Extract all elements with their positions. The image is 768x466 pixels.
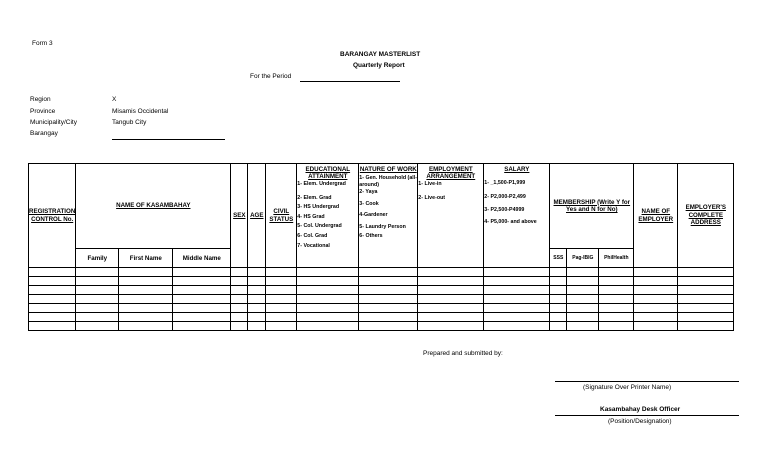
table-cell[interactable] [119, 268, 173, 277]
table-cell[interactable] [599, 295, 634, 304]
table-cell[interactable] [567, 277, 599, 286]
table-cell[interactable] [173, 304, 231, 313]
table-cell[interactable] [484, 322, 550, 331]
work-item: 1- Gen. Household (all-around) [359, 175, 417, 188]
barangay-label: Barangay [30, 130, 58, 137]
table-cell[interactable] [29, 313, 76, 322]
table-cell[interactable] [418, 295, 484, 304]
work-item: 5- Laundry Person [359, 223, 406, 230]
civil-status-header: CIVIL STATUS [266, 164, 297, 268]
table-cell[interactable] [119, 286, 173, 295]
table-cell[interactable] [173, 295, 231, 304]
table-cell[interactable] [567, 286, 599, 295]
table-cell[interactable] [76, 268, 119, 277]
membership-header: MEMBERSHIP (Write Y for Yes and N for No) [550, 164, 634, 249]
family-col-header: Family [76, 249, 119, 268]
table-cell[interactable] [634, 304, 678, 313]
table-cell[interactable] [297, 304, 359, 313]
table-cell[interactable] [418, 286, 484, 295]
table-cell[interactable] [231, 277, 248, 286]
employer-header: NAME OF EMPLOYER [634, 164, 678, 268]
document-title: BARANGAY MASTERLIST [340, 51, 421, 58]
table-cell[interactable] [231, 313, 248, 322]
salary-item: 2- P2,000-P2,499 [484, 193, 526, 200]
table-cell[interactable] [599, 286, 634, 295]
table-row [29, 313, 734, 322]
table-cell[interactable] [359, 304, 418, 313]
employment-item: 1- Live-in [418, 181, 442, 187]
table-cell[interactable] [484, 304, 550, 313]
table-cell[interactable] [119, 304, 173, 313]
masterlist-table [28, 163, 734, 331]
table-cell[interactable] [678, 286, 734, 295]
work-item: 2- Yaya [359, 189, 378, 195]
table-cell[interactable] [550, 313, 567, 322]
position-line [555, 415, 739, 416]
education-item: 1- Elem. Undergrad [297, 181, 346, 187]
table-cell[interactable] [29, 304, 76, 313]
education-item: 4- HS Grad [297, 213, 325, 220]
education-item: 5- Col. Undergrad [297, 223, 342, 230]
table-cell[interactable] [599, 268, 634, 277]
table-cell[interactable] [297, 286, 359, 295]
table-cell[interactable] [231, 295, 248, 304]
table-cell[interactable] [550, 295, 567, 304]
age-header: AGE [248, 164, 266, 268]
prepared-by-label: Prepared and submitted by: [423, 350, 503, 357]
table-cell[interactable] [173, 268, 231, 277]
table-cell[interactable] [678, 304, 734, 313]
table-cell[interactable] [29, 322, 76, 331]
signature-caption: (Signature Over Printer Name) [583, 384, 672, 391]
city-label: Municipality/City [30, 119, 77, 126]
table-cell[interactable] [29, 295, 76, 304]
registration-header: REGISTRATION CONTROL No. [29, 164, 76, 268]
table-cell[interactable] [550, 286, 567, 295]
table-cell[interactable] [359, 322, 418, 331]
salary-item: 4- P5,000- and above [484, 218, 537, 225]
table-cell[interactable] [678, 277, 734, 286]
region-value: X [112, 96, 117, 103]
form-number: Form 3 [32, 40, 53, 47]
employment-header: EMPLOYMENT ARRANGEMENT 1- Live-in 2- Live-out [418, 164, 484, 268]
period-blank-line[interactable] [300, 81, 400, 82]
table-cell[interactable] [266, 313, 297, 322]
table-cell[interactable] [418, 322, 484, 331]
table-row [29, 304, 734, 313]
table-cell[interactable] [599, 322, 634, 331]
table-cell[interactable] [119, 322, 173, 331]
table-cell[interactable] [484, 268, 550, 277]
table-cell[interactable] [567, 295, 599, 304]
table-cell[interactable] [76, 286, 119, 295]
salary-item: 3- P2,500-P4999 [484, 207, 525, 214]
salary-item: 1- _1,500-P1,999 [484, 180, 526, 186]
sss-col-header: SSS [550, 249, 567, 268]
table-cell[interactable] [29, 268, 76, 277]
table-cell[interactable] [231, 304, 248, 313]
barangay-blank-line[interactable] [112, 139, 225, 140]
table-row [29, 322, 734, 331]
table-cell[interactable] [76, 295, 119, 304]
table-cell[interactable] [173, 286, 231, 295]
table-cell[interactable] [484, 313, 550, 322]
table-cell[interactable] [29, 277, 76, 286]
table-cell[interactable] [418, 268, 484, 277]
table-cell[interactable] [484, 277, 550, 286]
table-cell[interactable] [678, 313, 734, 322]
table-cell[interactable] [266, 304, 297, 313]
table-cell[interactable] [634, 313, 678, 322]
table-cell[interactable] [359, 286, 418, 295]
table-cell[interactable] [297, 295, 359, 304]
table-cell[interactable] [418, 304, 484, 313]
philhealth-col-header: PhilHealth [599, 249, 634, 268]
table-cell[interactable] [550, 268, 567, 277]
table-cell[interactable] [119, 277, 173, 286]
table-cell[interactable] [634, 322, 678, 331]
table-cell[interactable] [599, 313, 634, 322]
table-cell[interactable] [297, 322, 359, 331]
city-value: Tangub City [112, 119, 147, 126]
table-cell[interactable] [119, 295, 173, 304]
table-cell[interactable] [567, 322, 599, 331]
document-subtitle: Quarterly Report [353, 62, 405, 69]
table-cell[interactable] [297, 277, 359, 286]
table-cell[interactable] [173, 322, 231, 331]
table-cell[interactable] [76, 313, 119, 322]
work-item: 6- Others [359, 233, 383, 240]
table-cell[interactable] [173, 277, 231, 286]
table-cell[interactable] [248, 304, 266, 313]
table-cell[interactable] [567, 268, 599, 277]
employment-item: 2- Live-out [418, 194, 446, 201]
table-cell[interactable] [678, 268, 734, 277]
table-cell[interactable] [418, 277, 484, 286]
address-header: EMPLOYER'S COMPLETE ADDRESS [678, 164, 734, 268]
education-item: 7- Vocational [297, 242, 330, 249]
table-cell[interactable] [484, 295, 550, 304]
table-cell[interactable] [634, 277, 678, 286]
table-cell[interactable] [231, 322, 248, 331]
table-cell[interactable] [678, 322, 734, 331]
table-cell[interactable] [484, 286, 550, 295]
table-cell[interactable] [248, 313, 266, 322]
signature-line[interactable] [555, 381, 739, 382]
table-cell[interactable] [231, 268, 248, 277]
table-cell[interactable] [248, 277, 266, 286]
table-cell[interactable] [634, 295, 678, 304]
education-header: EDUCATIONAL ATTAINMENT 1- Elem. Undergrad 2- Elem. Grad 3- HS Undergrad 4- HS Grad 5- Col. Undergrad 6- Col. Grad 7- Vocational [297, 164, 359, 268]
table-cell[interactable] [550, 322, 567, 331]
table-cell[interactable] [248, 295, 266, 304]
table-cell[interactable] [359, 277, 418, 286]
name-header: NAME OF KASAMBAHAY [76, 164, 231, 249]
province-label: Province [30, 108, 56, 115]
education-item: 3- HS Undergrad [297, 204, 340, 211]
table-cell[interactable] [119, 313, 173, 322]
table-cell[interactable] [76, 304, 119, 313]
table-cell[interactable] [266, 295, 297, 304]
table-cell[interactable] [550, 277, 567, 286]
province-value: Misamis Occidental [112, 108, 169, 115]
pagibig-col-header: Pag-IBIG [567, 249, 599, 268]
table-cell[interactable] [678, 295, 734, 304]
table-cell[interactable] [248, 322, 266, 331]
officer-title: Kasambahay Desk Officer [600, 406, 681, 413]
table-cell[interactable] [634, 286, 678, 295]
table-cell[interactable] [231, 286, 248, 295]
work-item: 3- Cook [359, 200, 379, 207]
table-cell[interactable] [266, 286, 297, 295]
table-cell[interactable] [266, 277, 297, 286]
table-row [29, 295, 734, 304]
table-cell[interactable] [248, 286, 266, 295]
table-cell[interactable] [76, 322, 119, 331]
table-cell[interactable] [418, 313, 484, 322]
table-cell[interactable] [297, 313, 359, 322]
salary-header: SALARY 1- _1,500-P1,999 2- P2,000-P2,499 3- P2,500-P4999 4- P5,000- and above [484, 164, 550, 268]
table-row [29, 286, 734, 295]
position-caption: (Position/Designation) [608, 418, 672, 425]
education-item: 2- Elem. Grad [297, 194, 332, 201]
education-item: 6- Col. Grad [297, 232, 328, 239]
work-item: 4-Gardener [359, 212, 388, 219]
sex-header: SEX [231, 164, 248, 268]
table-cell[interactable] [266, 322, 297, 331]
table-cell[interactable] [359, 313, 418, 322]
middle-name-col-header: Middle Name [173, 249, 231, 268]
table-cell[interactable] [359, 268, 418, 277]
work-header: NATURE OF WORK 1- Gen. Household (all-around) 2- Yaya 3- Cook 4-Gardener 5- Laundry Person 6- Others [359, 164, 418, 268]
table-cell[interactable] [359, 295, 418, 304]
table-cell[interactable] [567, 304, 599, 313]
table-cell[interactable] [599, 277, 634, 286]
period-label: For the Period [250, 73, 292, 80]
table-row [29, 268, 734, 277]
table-cell[interactable] [599, 304, 634, 313]
table-row [29, 277, 734, 286]
table-cell[interactable] [297, 268, 359, 277]
table-cell[interactable] [550, 304, 567, 313]
first-name-col-header: First Name [119, 249, 173, 268]
table-cell[interactable] [248, 268, 266, 277]
table-cell[interactable] [634, 268, 678, 277]
table-cell[interactable] [567, 313, 599, 322]
table-cell[interactable] [29, 286, 76, 295]
table-cell[interactable] [266, 268, 297, 277]
table-cell[interactable] [76, 277, 119, 286]
table-cell[interactable] [173, 313, 231, 322]
region-label: Region [30, 96, 51, 103]
